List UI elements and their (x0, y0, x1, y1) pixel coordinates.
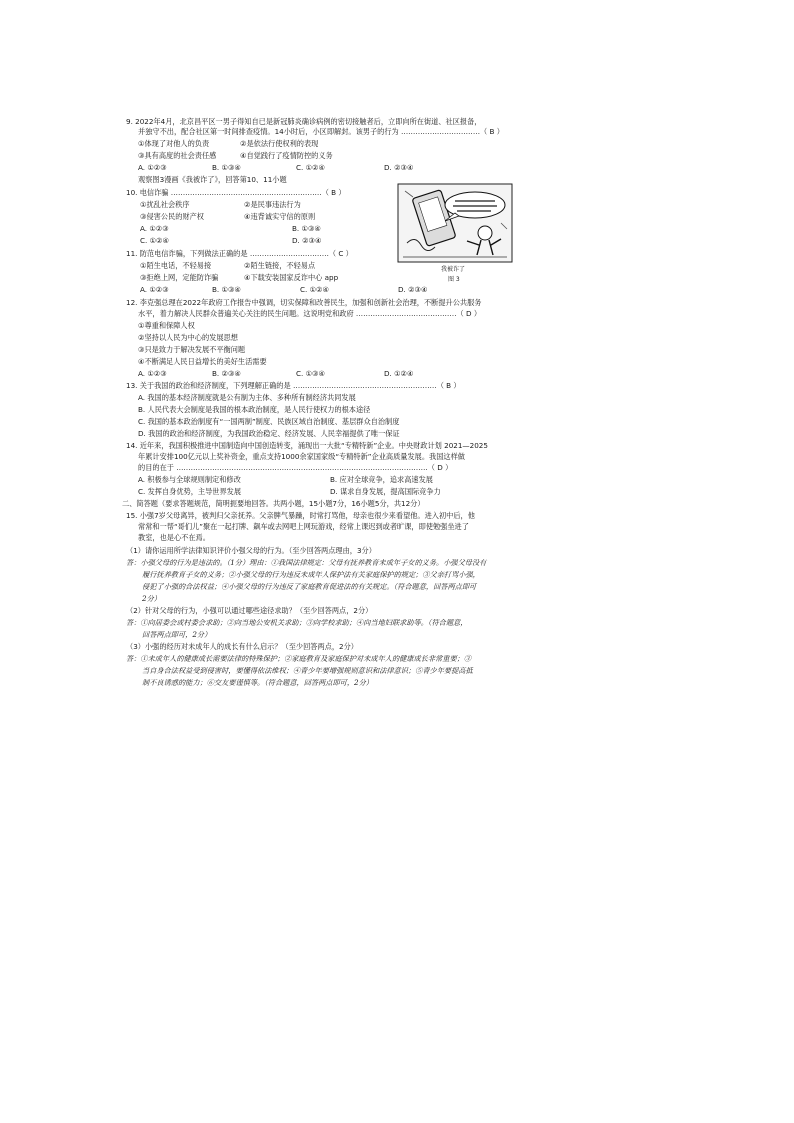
q15-stem-cont2: 教室，也是心不在焉。 (138, 533, 210, 542)
q10-option-1: ①扰乱社会秩序 (140, 200, 190, 209)
q14-choice-b: B. 应对全球竞争，追求高速发展 (330, 475, 433, 484)
q15-part-1: （1）请你运用所学法律知识评价小强父母的行为。（至少回答两点理由，3分） (126, 546, 376, 555)
q10-option-2: ②是民事违法行为 (244, 200, 301, 209)
q12-stem: 12. 李克强总理在2022年政府工作报告中强调，切实保障和改善民生，加强和创新社会治理，不断提升公共服务 (126, 298, 482, 307)
q13-stem: 13. 关于我国的政治和经济制度，下列理解正确的是 ……………………………………………………（ B ） (126, 381, 461, 390)
q10-choice-c: C. ①②④ (140, 236, 169, 245)
q15-answer-1-line-2: 履行抚养教育子女的义务；②小强父母的行为违反未成年人保护法有关家庭保护的规定；③父亲打骂小强， (142, 570, 480, 579)
q13-choice-d: D. 我国的政治和经济制度，为我国政治稳定、经济发展、人民幸福提供了唯一保证 (138, 429, 400, 438)
q9-choice-c: C. ①②④ (296, 163, 325, 172)
q15-stem: 15. 小强7岁父母离异，被判归父亲抚养。父亲脾气暴躁，时常打骂他，母亲也很少来看望他。进入初中后，他 (126, 511, 475, 520)
q15-answer-2-line-2: 回答两点即可，2分） (142, 630, 212, 639)
q11-choice-a: A. ①②③ (140, 285, 169, 294)
q10-choice-b: B. ①③④ (292, 224, 321, 233)
q13-choice-c: C. 我国的基本政治制度有“一国两制”制度、民族区域自治制度、基层群众自治制度 (138, 417, 400, 426)
q14-stem-cont2: 的目的在于 ……………………………………………………………………………………………（ D ） (138, 463, 453, 472)
q15-part-2: （2）针对父母的行为，小强可以通过哪些途径求助？（至少回答两点，2分） (126, 606, 373, 615)
q12-choice-b: B. ②③④ (212, 369, 241, 378)
q10-choice-a: A. ①②③ (140, 224, 169, 233)
q15-answer-1-line-1: 答：小强父母的行为是违法的。（1分）理由：①我国法律规定：父母有抚养教育未成年子女的义务。小强父母没有 (126, 558, 487, 567)
q15-part-3: （3）小强的经历对未成年人的成长有什么启示？（至少回答两点，2分） (126, 642, 358, 651)
q12-option-3: ③只是致力于解决发展不平衡问题 (138, 345, 246, 354)
q15-stem-cont: 常常和一帮“哥们儿”聚在一起打牌、飙车或去网吧上网玩游戏，经常上课迟到或者旷课，即使勉强坐进了 (138, 522, 469, 531)
q14-choice-a: A. 积极参与全球规则制定和修改 (138, 475, 241, 484)
q11-choice-b: B. ①③④ (212, 285, 241, 294)
intro-10-11: 观察图3漫画《我被诈了》，回答第10、11小题 (138, 175, 287, 184)
q14-stem-cont: 年累计安排100亿元以上奖补资金，重点支持1000余家国家级“专精特新”企业高质量发展。我国这样做 (138, 452, 465, 461)
q14-choice-d: D. 谋求自身发展，提高国际竞争力 (330, 487, 441, 496)
q13-choice-a: A. 我国的基本经济制度就是公有制为主体、多种所有制经济共同发展 (138, 393, 356, 402)
q9-stem: 9. 2022年4月，北京昌平区一男子得知自已是新冠肺炎确诊病例的密切接触者后，立即向所在街道、社区报备， (126, 117, 482, 126)
q11-option-1: ①陌生电话，不轻易接 (140, 261, 212, 270)
q12-choice-c: C. ①③④ (296, 369, 325, 378)
q11-choice-c: C. ①②④ (300, 285, 329, 294)
q12-option-2: ②坚持以人民为中心的发展思想 (138, 333, 238, 342)
q12-choice-d: D. ①②④ (384, 369, 414, 378)
q12-stem-cont: 水平，着力解决人民群众普遍关心关注的民生问题。这说明党和政府 ……………………………………（ D ） (138, 309, 482, 318)
q11-choice-d: D. ②③④ (398, 285, 428, 294)
q15-answer-1-line-4: 2分） (142, 594, 161, 603)
q10-choice-d: D. ②③④ (292, 236, 322, 245)
figure-caption-number: 图 3 (448, 276, 460, 283)
q15-answer-1-line-3: 侵犯了小强的合法权益；④小强父母的行为违反了家庭教育促进法的有关规定。（符合题意，回答两点即可 (142, 582, 477, 591)
section-2-heading: 二、简答题（要求答题规范，简明扼要地回答。共两小题，15小题7分，16小题5分，共12分） (122, 499, 425, 508)
q15-answer-2-line-1: 答：①向居委会或村委会求助；②向当地公安机关求助；③向学校求助；④向当地妇联求助等。（符合题意， (126, 618, 468, 627)
q9-stem-cont: 并独守不出，配合社区第一时间排查疫情。14小时后，小区即解封。该男子的行为 ……………………………（ B ） (138, 127, 504, 136)
q9-option-2: ②是依法行使权利的表现 (240, 139, 319, 148)
q15-answer-3-line-3: 制不良诱惑的能力；⑥交友要谨慎等。（符合题意，回答两点即可，2分） (142, 678, 373, 687)
q11-option-2: ②陌生链接，不轻易点 (244, 261, 316, 270)
q12-option-1: ①尊重和保障人权 (138, 321, 195, 330)
figure-caption-text: 我被诈了 (441, 266, 466, 273)
q9-choice-a: A. ①②③ (138, 163, 167, 172)
q15-answer-3-line-1: 答：①未成年人的健康成长需要法律的特殊保护；②家庭教育及家庭保护对未成年人的健康成长非常重要；③ (126, 654, 472, 663)
q9-choice-d: D. ②③④ (384, 163, 414, 172)
q10-option-4: ④违背诚实守信的原则 (244, 212, 316, 221)
q11-option-4: ④下载安装国家反诈中心 app (244, 273, 339, 282)
q10-option-3: ③侵害公民的财产权 (140, 212, 204, 221)
q12-choice-a: A. ①②③ (138, 369, 167, 378)
q13-choice-b: B. 人民代表大会制度是我国的根本政治制度，是人民行使权力的根本途径 (138, 405, 371, 414)
q11-stem: 11. 防范电信诈骗，下列做法正确的是 ……………………………（ C ） (126, 249, 353, 258)
q9-choice-b: B. ①③④ (212, 163, 241, 172)
q9-option-3: ③具有高度的社会责任感 (138, 151, 217, 160)
q14-stem: 14. 近年来，我国积极推进中国制造向中国创造转变，涌现出一大批“专精特新”企业。中央财政计划 2021—2025 (126, 441, 488, 450)
fraud-cartoon-image (397, 183, 513, 263)
q9-option-4: ④自觉践行了疫情防控的义务 (240, 151, 333, 160)
q14-choice-c: C. 发挥自身优势，主导世界发展 (138, 487, 242, 496)
q9-option-1: ①体现了对他人的负责 (138, 139, 210, 148)
q10-stem: 10. 电信诈骗 ………………………………………………………（ B ） (126, 188, 346, 197)
q12-option-4: ④不断满足人民日益增长的美好生活需要 (138, 357, 267, 366)
q15-answer-3-line-2: 当自身合法权益受到侵害时，要懂得依法维权；④青少年要增强规则意识和法律意识；⑤青少年要提高抵 (142, 666, 473, 675)
q11-option-3: ③拒绝上网，定能防诈骗 (140, 273, 219, 282)
